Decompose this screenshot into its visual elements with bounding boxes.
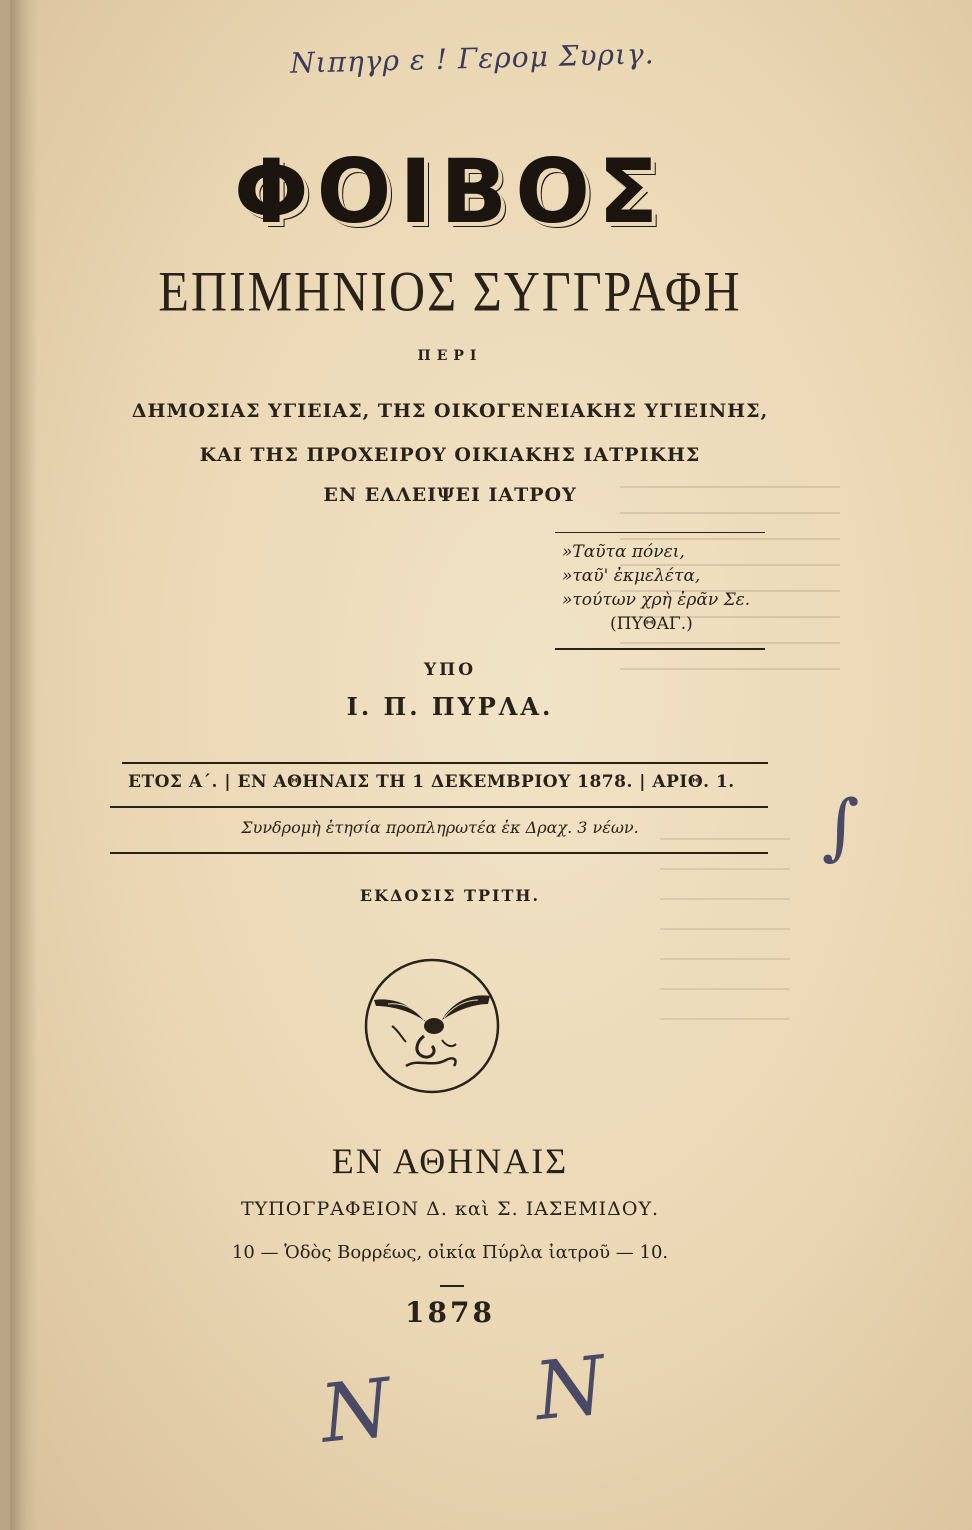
preposition: ΠΕΡΙ xyxy=(417,348,483,364)
journal-subtitle: ΕΠΙΜΗΝΙΟΣ ΣΥΓΓΡΑΦΗ xyxy=(158,258,742,324)
issue-separator: | xyxy=(639,772,653,792)
edition-label: ΕΚΔΟΣΙΣ ΤΡΙΤΗ. xyxy=(359,886,541,905)
issue-line xyxy=(128,772,768,792)
issue-place-date: ΕΝ ΑΘΗΝΑΙΣ ΤΗ 1 ΔΕΚΕΜΒΡΙΟΥ 1878. xyxy=(237,772,633,792)
journal-title: ΦΟΙΒΟΣ xyxy=(233,140,667,243)
topic-line-2: ΚΑΙ ΤΗΣ ΠΡΟΧΕΙΡΟΥ ΟΙΚΙΑΚΗΣ ΙΑΤΡΙΚΗΣ xyxy=(199,444,701,466)
imprint-printer: ΤΥΠΟΓΡΑΦΕΙΟΝ Δ. καὶ Σ. ΙΑΣΕΜΙΔΟΥ. xyxy=(240,1198,660,1220)
eagle-emblem-icon xyxy=(362,956,502,1096)
issue-year: ΕΤΟΣ Α΄. xyxy=(128,772,218,792)
epigraph-top-rule xyxy=(555,532,765,533)
topic-line-1: ΔΗΜΟΣΙΑΣ ΥΓΙΕΙΑΣ, ΤΗΣ ΟΙΚΟΓΕΝΕΙΑΚΗΣ ΥΓΙΕΙΝΗΣ, xyxy=(131,400,769,422)
issue-number: ΑΡΙΘ. 1. xyxy=(652,772,735,792)
show-through-text-lower xyxy=(660,820,790,1020)
handwritten-inscription: Νιπηγρ ε ! Γερομ Συριγ. xyxy=(289,37,655,80)
margin-mark-right: ∫ xyxy=(822,784,860,868)
epigraph-line-1: »Ταῦτα πόνει, xyxy=(562,542,685,562)
epigraph-bottom-rule xyxy=(555,648,765,650)
issue-top-rule xyxy=(122,762,768,764)
imprint-city: ΕΝ ΑΘΗΝΑΙΣ xyxy=(331,1141,569,1181)
topic-line-3: ΕΝ ΕΛΛΕΙΨΕΙ ΙΑΤΡΟΥ xyxy=(323,484,577,506)
epigraph-line-2: »ταῦ' ἐκμελέτα, xyxy=(562,566,701,586)
imprint-rule xyxy=(440,1285,464,1287)
subscription-note: Συνδρομὴ ἐτησία προπληρωτέα ἐκ Δραχ. 3 νέων. xyxy=(241,818,639,837)
imprint-address: 10 — Ὁδὸς Βορρέως, οἰκία Πύρλα ἰατροῦ — 10. xyxy=(231,1242,669,1263)
margin-mark-bottom: N N xyxy=(316,1332,670,1461)
epigraph-line-3: »τούτων χρὴ ἐρᾶν Σε. xyxy=(562,590,751,610)
epigraph xyxy=(562,540,792,636)
subscription-rule xyxy=(110,852,768,854)
author-name: Ι. Π. ΠΥΡΛΑ. xyxy=(346,692,554,721)
epigraph-attribution: (ΠΥΘΑΓ.) xyxy=(610,614,693,634)
issue-separator: | xyxy=(224,772,238,792)
imprint-year: 1878 xyxy=(405,1296,495,1329)
byline-by: ΥΠΟ xyxy=(424,660,476,680)
issue-bottom-rule xyxy=(110,806,768,808)
